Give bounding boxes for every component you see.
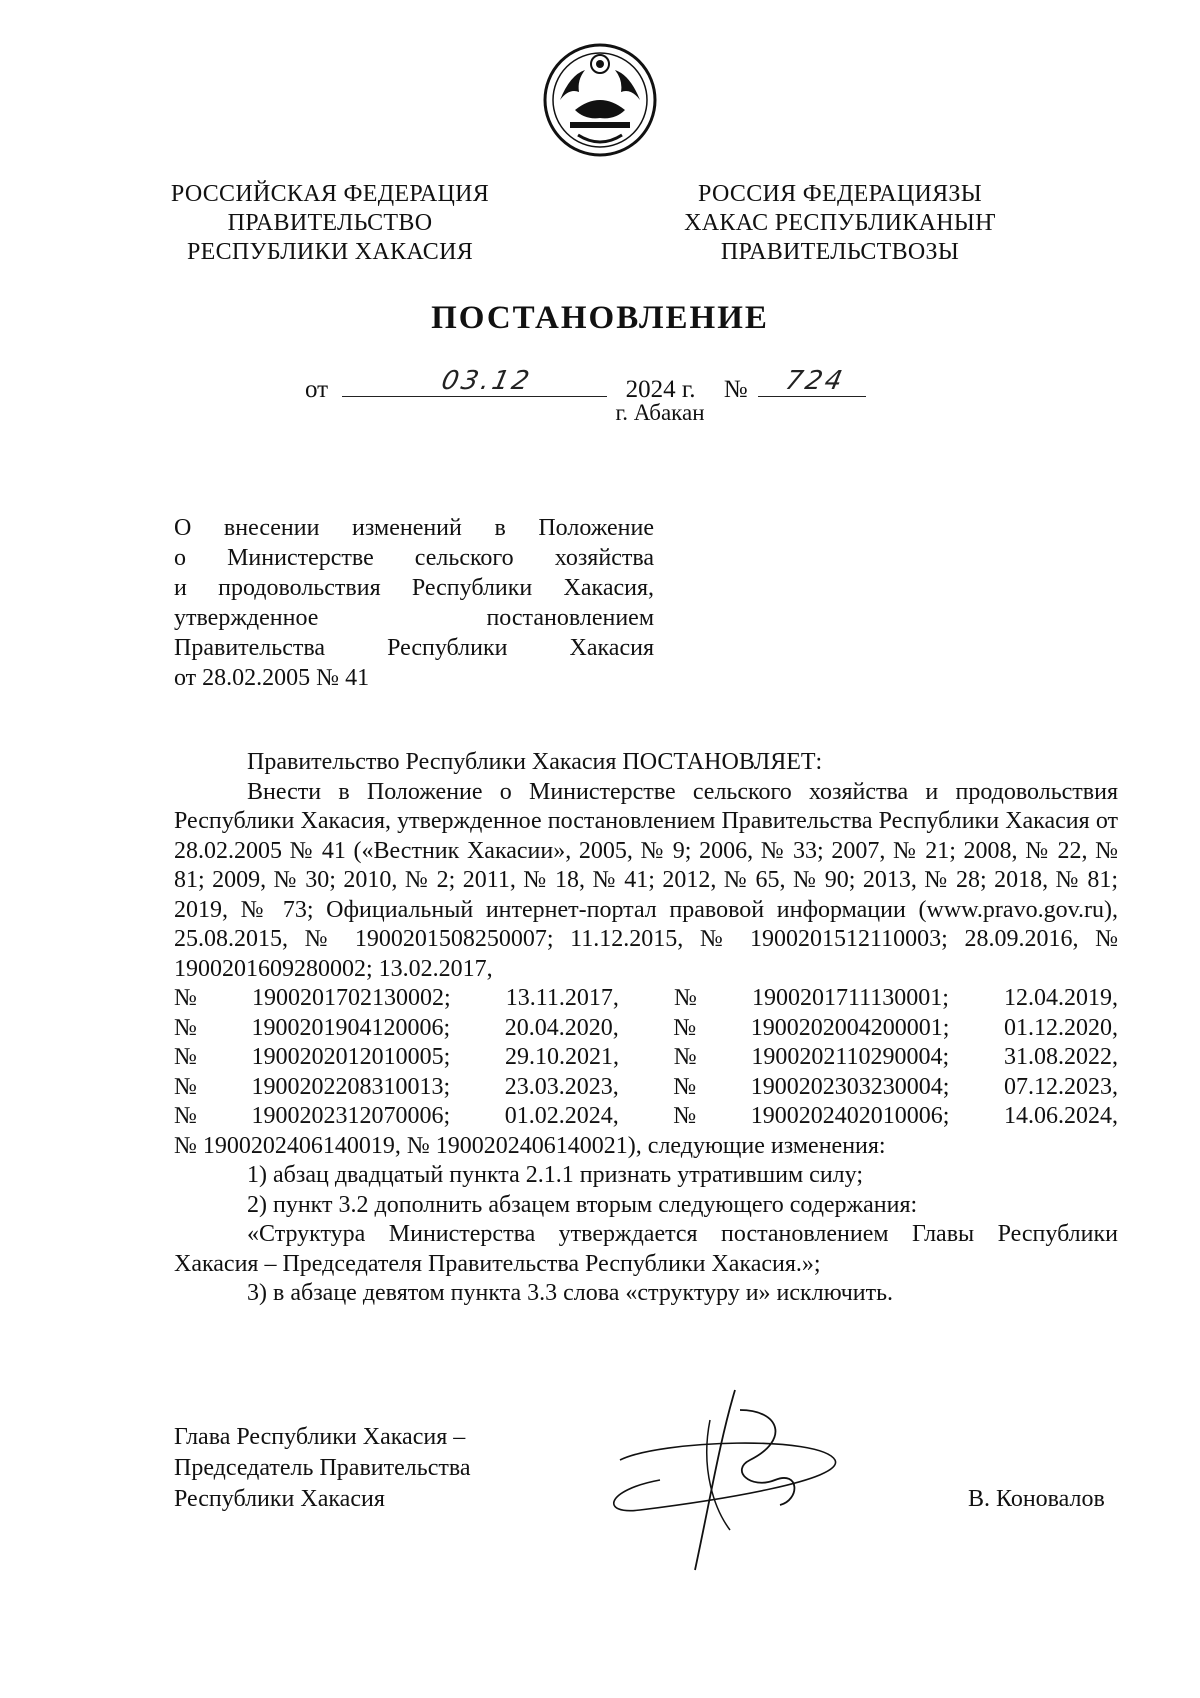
decree-line: Правительство Республики Хакасия ПОСТАНОВЛЯЕТ: xyxy=(247,749,823,775)
number-blank xyxy=(758,366,866,397)
header-left-line: РЕСПУБЛИКИ ХАКАСИЯ xyxy=(186,239,474,265)
header-left-line: РОССИЙСКАЯ ФЕДЕРАЦИЯ xyxy=(170,181,490,207)
handwritten-signature-icon xyxy=(600,1380,850,1580)
intro-tail: № 1900202406140019, № 1900202406140021), следующие изменения: xyxy=(174,1132,886,1159)
num-sign: № xyxy=(174,1103,197,1129)
num-sign: № xyxy=(174,1044,197,1070)
position-line: Республики Хакасия xyxy=(174,1486,385,1512)
reg-date: 01.02.2024, xyxy=(504,1103,619,1129)
header-left xyxy=(150,180,510,267)
date-line xyxy=(305,366,866,404)
document-body xyxy=(174,748,1118,1309)
subject-block xyxy=(174,513,654,693)
position-line: Председатель Правительства xyxy=(174,1455,471,1481)
num-sign: № xyxy=(174,1014,197,1041)
number-label: № xyxy=(723,376,748,403)
document-title: ПОСТАНОВЛЕНИЕ xyxy=(431,300,769,336)
handwritten-number: 724 xyxy=(782,366,848,396)
subject-line: и продовольствия Республики Хакасия, xyxy=(174,575,654,601)
reg-date: 12.04.2019, xyxy=(1003,985,1118,1011)
num-sign: № xyxy=(673,1073,697,1100)
reg-number: 1900202110290004; xyxy=(751,1044,950,1070)
reg-date: 13.11.2017, xyxy=(505,985,619,1011)
reg-number: 1900202303230004; xyxy=(750,1073,950,1100)
registration-row xyxy=(174,1043,1118,1073)
year-text: 2024 г. xyxy=(625,376,696,403)
date-blank xyxy=(342,366,607,397)
num-sign: № xyxy=(673,1014,697,1041)
subject-line: О внесении изменений в Положение xyxy=(174,515,654,541)
reg-date: 23.03.2023, xyxy=(504,1073,619,1100)
num-sign: № xyxy=(673,985,697,1011)
city: г. Абакан xyxy=(615,400,705,425)
reg-date: 07.12.2023, xyxy=(1003,1073,1118,1100)
reg-number: 1900202004200001; xyxy=(750,1014,950,1041)
subject-line: Правительства Республики Хакасия xyxy=(174,635,654,661)
num-sign: № xyxy=(174,985,197,1011)
change-item: 1) абзац двадцатый пункта 2.1.1 признать утратившим силу; xyxy=(247,1162,864,1188)
registration-row xyxy=(174,1014,1118,1044)
intro-paragraph: Внести в Положение о Министерстве сельского хозяйства и продовольствия Республики Хакасия, утвержденное постановлением Правительства Республики Хакасия от 28.02.2005 № 41 («Вестник Хакасии», 2005, № 9; 2006, № 33; 2007, № 21; 2008, № 22, № 81; 2009, № 30; 2010, № 2; 2011, № 18, № 41; 2012, № 65, № 90; 2013, № 28; 2018, № 81; 2019, № 73; Официальный интернет-портал правовой информации (www.pravo.gov.ru), 25.08.2015, № 1900201508250007; 11.12.2015, № 1900201512110003; 28.09.2016, № 1900201609280002; 13.02.2017, xyxy=(174,778,1118,982)
reg-number: 1900202312070006; xyxy=(251,1103,451,1129)
reg-number: 1900202012010005; xyxy=(251,1044,451,1070)
reg-number: 1900202208310013; xyxy=(251,1073,451,1100)
num-sign: № xyxy=(673,1044,697,1070)
change-item: «Структура Министерства утверждается постановлением Главы Республики Хакасия – Председателя Правительства Республики Хакасия.»; xyxy=(174,1221,1118,1277)
reg-number: 1900202402010006; xyxy=(750,1103,950,1129)
header-right xyxy=(660,180,1020,267)
reg-date: 14.06.2024, xyxy=(1003,1103,1118,1129)
registration-row xyxy=(174,984,1118,1014)
num-sign: № xyxy=(673,1103,697,1129)
header-left-line: ПРАВИТЕЛЬСТВО xyxy=(227,210,433,236)
header-right-line: РОССИЯ ФЕДЕРАЦИЯЗЫ xyxy=(698,181,982,207)
date-prefix: от xyxy=(305,376,329,403)
header-right-line: ПРАВИТЕЛЬСТВОЗЫ xyxy=(720,239,960,265)
change-item: 3) в абзаце девятом пункта 3.3 слова «структуру и» исключить. xyxy=(247,1280,894,1306)
reg-date: 31.08.2022, xyxy=(1003,1044,1118,1070)
reg-date: 01.12.2020, xyxy=(1003,1014,1118,1041)
reg-number: 1900201711130001; xyxy=(751,985,949,1011)
signatory-name: В. Коновалов xyxy=(968,1486,1105,1512)
handwritten-date: 03.12 xyxy=(439,366,535,396)
subject-line: утвержденное постановлением xyxy=(174,605,654,631)
reg-date: 29.10.2021, xyxy=(505,1044,620,1070)
subject-line: о Министерстве сельского хозяйства xyxy=(174,545,654,571)
position-line: Глава Республики Хакасия – xyxy=(174,1424,466,1450)
reg-number: 1900201702130002; xyxy=(252,985,451,1011)
reg-date: 20.04.2020, xyxy=(504,1014,619,1041)
num-sign: № xyxy=(174,1073,197,1100)
header-right-line: ХАКАС РЕСПУБЛИКАНЫҤ xyxy=(684,210,996,236)
registration-row xyxy=(174,1073,1118,1103)
coat-of-arms-icon xyxy=(540,40,660,160)
change-item: 2) пункт 3.2 дополнить абзацем вторым следующего содержания: xyxy=(247,1191,918,1218)
registration-row xyxy=(174,1102,1118,1132)
reg-number: 1900201904120006; xyxy=(251,1014,451,1041)
signatory-position xyxy=(174,1422,471,1515)
subject-line: от 28.02.2005 № 41 xyxy=(174,665,370,691)
